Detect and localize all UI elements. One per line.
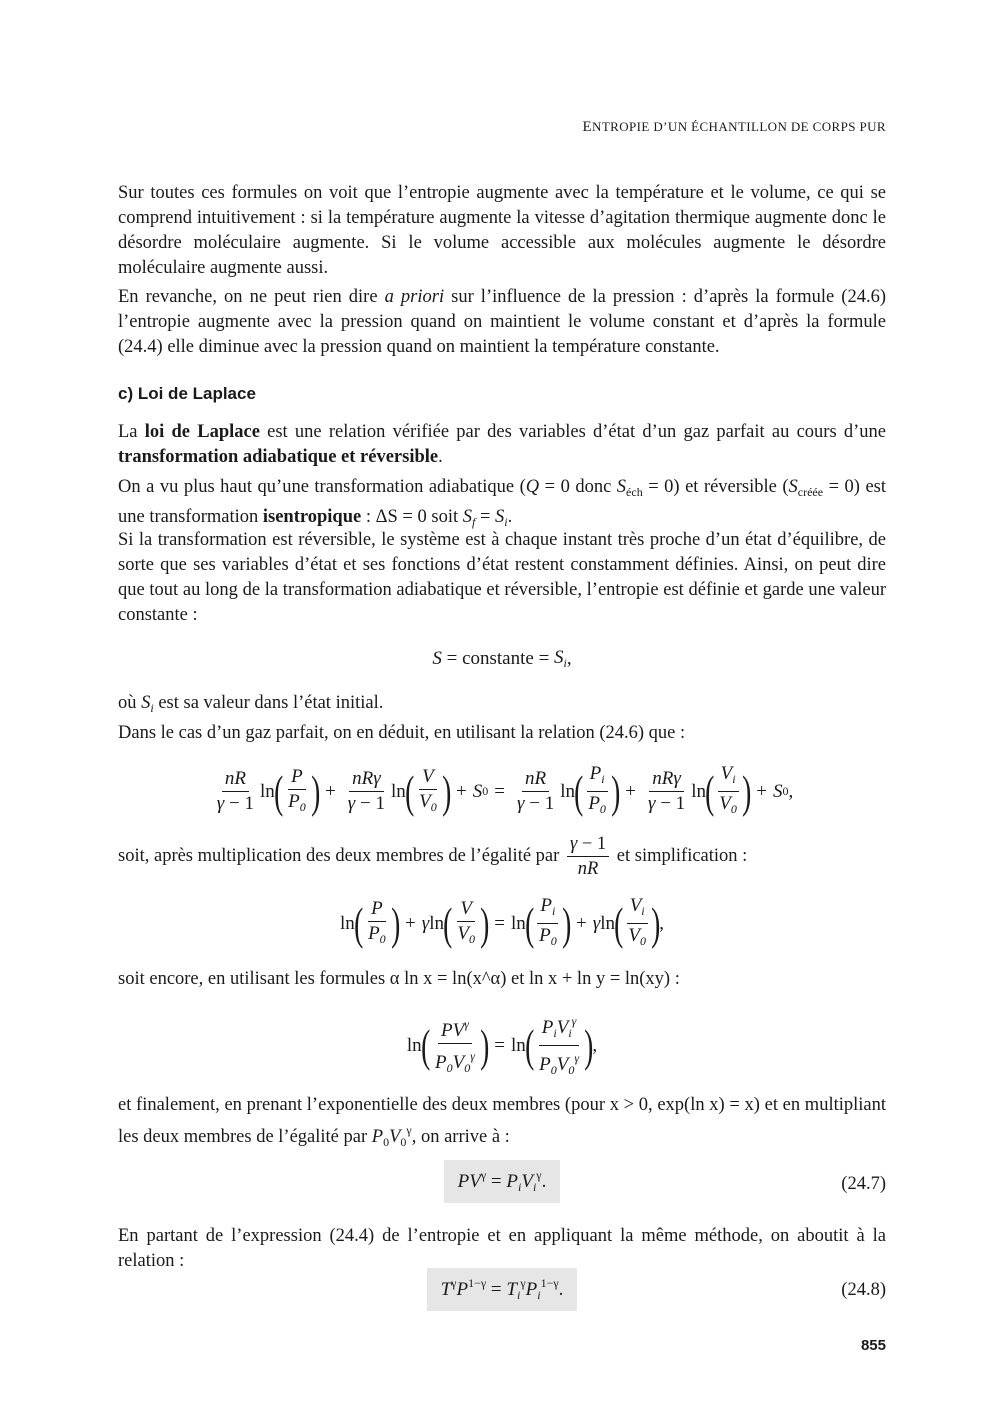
paragraph-2: En revanche, on ne peut rien dire a priori sur l’influence de la pression : d’après la formule (24.6) l’entropie augmente avec la pression quand on maintient le volume constant et d’après la formule (24.4) elle diminue avec la pression quand on maintient la température constante. [118,287,886,357]
paragraph-10: et finalement, en prenant l’exponentielle des deux membres (pour x > 0, exp(ln x) = x) et en multipliant les deux membres de l’égalité par $P_0V_0^\gamma$, on arrive à : [118,1095,886,1149]
equation-laplace-1: $PV^\gamma = P_iV_i^\gamma$. [118,1160,886,1203]
paragraph-5: Si la transformation est réversible, le système est à chaque instant très proche d’un état d’équilibre, de sorte que ses variables d’état et ses fonctions d’état restent constamment définies. Ainsi, on peut dire que tout au long de la transformation adiabatique et réversible, l’entropie est définie et garde une valeur constante : [118,530,886,625]
paragraph-8: soit, après multiplication des deux membres de l’égalité par $\frac{\gamma - 1}{nR}$ et simplification : [118,834,748,879]
paragraph-6: où $S_i$ est sa valeur dans l’état initial. [118,693,384,715]
equation-constant: S = constante = $S_i$ , [432,647,572,670]
equation-number-1: (24.7) [841,1174,886,1194]
paragraph-1: Sur toutes ces formules on voit que l’entropie augmente avec la température et le volume, ce qui se comprend intuitivement : si la température augmente la vitesse d’agitation thermique augmente donc le désordre moléculaire augmente. Si le volume accessible aux molécules augmente le désordre moléculaire augmente aussi. [118,183,886,278]
equation-log: ln ( $\frac{PV^\gamma}{P_0V_0^\gamma}$ ) = ln ( $\frac{P_iV_i^\gamma}{P_0V_0^\gamma}$ ) , [118,1010,886,1081]
paragraph-9: soit encore, en utilisant les formules α ln x = ln(x^α) et ln x + ln y = ln(xy) : [118,969,680,989]
paragraph-7: Dans le cas d’un gaz parfait, on en déduit, en utilisant la relation (24.6) que : [118,723,686,743]
page-number: 855 [860,1337,886,1354]
equation-simplified: ln ( $\frac{P}{P_0}$ ) + γ ln ( $\frac{V}{V_0}$ ) = ln ( $\frac{P_i}{P_0}$ ) + γ ln ( $\frac{V_i}{V_0}$ ) , [339,895,665,949]
equation-number-2: (24.8) [841,1280,886,1300]
paragraph-11: En partant de l’expression (24.4) de l’entropie et en appliquant la même méthode, on aboutit à la relation : [118,1226,886,1271]
equation-laplace-2: $T^\gamma P^{1-\gamma} = T_i^\gamma P_i^{1-\gamma}$. [118,1268,886,1311]
paragraph-4: On a vu plus haut qu’une transformation adiabatique (Q = 0 donc $S_{éch} = 0$) et réversible $(S_{créée} = 0)$ est une transformation isentropique : ΔS = 0 soit $S_f = S_i$. [118,477,887,529]
page [118,0,886,1417]
paragraph-3: La loi de Laplace est une relation vérifiée par des variables d’état d’un gaz parfait au cours d’une transformation adiabatique et réversible. [118,422,886,467]
section-title: c) Loi de Laplace [118,384,256,403]
equation-entropy: $\frac{nR}{\gamma - 1}$ ln ( $\frac{P}{P_0}$ ) + $\frac{\text{nRγ}}{\gamma - 1}$ ln ( $\frac{V}{V_0}$ ) + S 0 = $\frac{nR}{\gamma - 1}$ ln ( $\frac{P_i}{P_0}$ ) + $\frac{\text{nRγ}}{\gamma - 1}$ ln ( $\frac{V_i}{V_0}$ ) + S 0 , [216,763,794,817]
running-head: ENTROPIE D’UN ÉCHANTILLON DE CORPS PUR [582,119,886,135]
